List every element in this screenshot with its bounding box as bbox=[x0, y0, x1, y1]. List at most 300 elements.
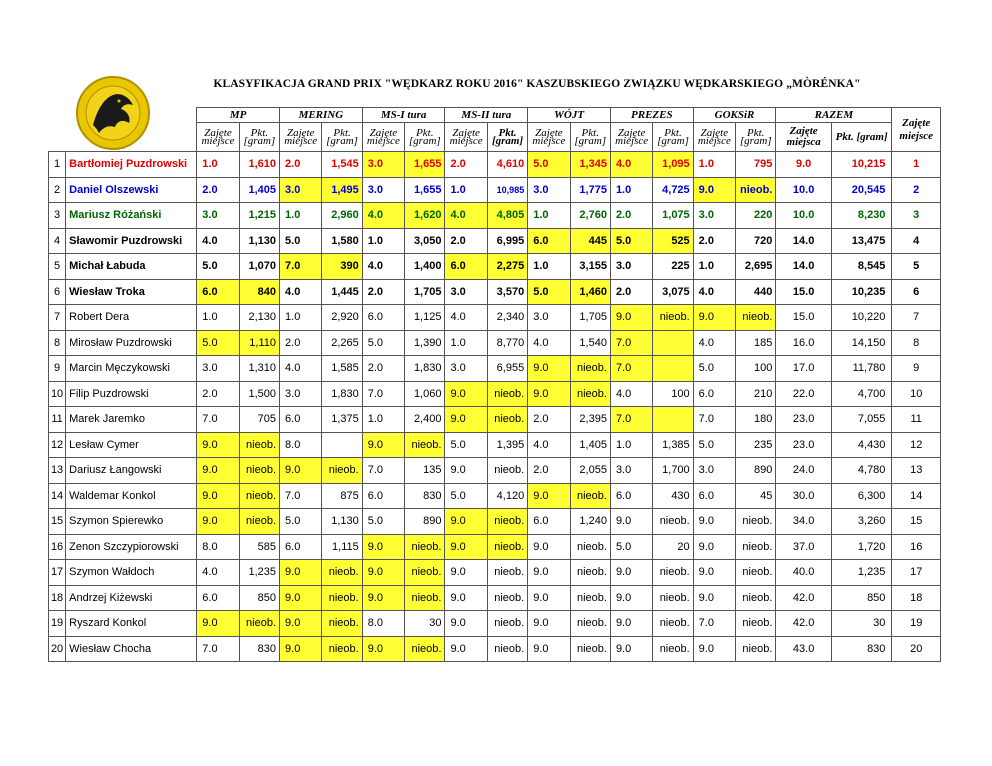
cell-points: nieob. bbox=[487, 509, 527, 535]
cell-place: 1.0 bbox=[362, 407, 404, 433]
cell-points: 720 bbox=[736, 228, 776, 254]
cell-place: 4.0 bbox=[610, 152, 652, 178]
cell-points: 2,960 bbox=[322, 203, 362, 229]
cell-place: 9.0 bbox=[610, 509, 652, 535]
cell-place: 9.0 bbox=[528, 534, 570, 560]
cell-place: 5.0 bbox=[610, 228, 652, 254]
cell-points: 1,705 bbox=[405, 279, 445, 305]
cell-points: 1,500 bbox=[239, 381, 279, 407]
header-sub-place: Zajęte miejsce bbox=[280, 123, 322, 152]
header-sub-place: Zajęte miejsce bbox=[610, 123, 652, 152]
player-name: Dariusz Łangowski bbox=[66, 458, 197, 484]
razem-points: 3,260 bbox=[831, 509, 892, 535]
razem-points: 10,215 bbox=[831, 152, 892, 178]
cell-points: 8,770 bbox=[487, 330, 527, 356]
header-sub-points: Pkt. [gram] bbox=[653, 123, 693, 152]
cell-place: 3.0 bbox=[197, 203, 239, 229]
cell-place: 6.0 bbox=[280, 407, 322, 433]
cell-points: 1,655 bbox=[405, 177, 445, 203]
cell-points: 1,110 bbox=[239, 330, 279, 356]
cell-points bbox=[653, 356, 693, 382]
row-number: 19 bbox=[49, 611, 66, 637]
cell-points: nieob. bbox=[239, 483, 279, 509]
cell-points: nieob. bbox=[736, 509, 776, 535]
cell-points: 4,120 bbox=[487, 483, 527, 509]
cell-place: 9.0 bbox=[610, 636, 652, 662]
final-place: 7 bbox=[892, 305, 941, 331]
cell-points: nieob. bbox=[239, 611, 279, 637]
cell-points: 2,400 bbox=[405, 407, 445, 433]
razem-place: 16.0 bbox=[776, 330, 831, 356]
final-place: 12 bbox=[892, 432, 941, 458]
cell-place: 6.0 bbox=[280, 534, 322, 560]
cell-points: nieob. bbox=[570, 483, 610, 509]
cell-place: 9.0 bbox=[445, 560, 487, 586]
cell-place: 3.0 bbox=[693, 458, 735, 484]
cell-place: 3.0 bbox=[280, 177, 322, 203]
table-row bbox=[49, 356, 941, 382]
cell-points: 1,495 bbox=[322, 177, 362, 203]
table-row bbox=[49, 534, 941, 560]
razem-place: 10.0 bbox=[776, 177, 831, 203]
cell-points: 1,095 bbox=[653, 152, 693, 178]
table-row bbox=[49, 330, 941, 356]
table-row bbox=[49, 279, 941, 305]
razem-place: 24.0 bbox=[776, 458, 831, 484]
cell-points: 1,235 bbox=[239, 560, 279, 586]
player-name: Wiesław Troka bbox=[66, 279, 197, 305]
cell-points: nieob. bbox=[736, 534, 776, 560]
cell-points: 1,060 bbox=[405, 381, 445, 407]
cell-place: 9.0 bbox=[445, 407, 487, 433]
cell-points: 1,610 bbox=[239, 152, 279, 178]
razem-place: 43.0 bbox=[776, 636, 831, 662]
cell-points: 225 bbox=[653, 254, 693, 280]
cell-points: 100 bbox=[736, 356, 776, 382]
cell-place: 2.0 bbox=[610, 203, 652, 229]
cell-place: 4.0 bbox=[528, 330, 570, 356]
table-row bbox=[49, 254, 941, 280]
razem-points: 8,545 bbox=[831, 254, 892, 280]
cell-place: 9.0 bbox=[693, 305, 735, 331]
row-number: 16 bbox=[49, 534, 66, 560]
table-row bbox=[49, 560, 941, 586]
player-name: Bartłomiej Puzdrowski bbox=[66, 152, 197, 178]
cell-points: 1,405 bbox=[570, 432, 610, 458]
ranking-table bbox=[48, 107, 941, 662]
cell-points: 1,310 bbox=[239, 356, 279, 382]
razem-points: 7,055 bbox=[831, 407, 892, 433]
header-group: MERING bbox=[280, 108, 363, 123]
cell-points: nieob. bbox=[239, 432, 279, 458]
player-name: Filip Puzdrowski bbox=[66, 381, 197, 407]
cell-points: 890 bbox=[405, 509, 445, 535]
cell-place: 7.0 bbox=[693, 407, 735, 433]
cell-points: nieob. bbox=[736, 636, 776, 662]
cell-place: 2.0 bbox=[362, 279, 404, 305]
razem-place: 30.0 bbox=[776, 483, 831, 509]
cell-place: 1.0 bbox=[362, 228, 404, 254]
cell-place: 5.0 bbox=[197, 254, 239, 280]
cell-place: 9.0 bbox=[528, 611, 570, 637]
cell-place: 9.0 bbox=[693, 177, 735, 203]
cell-place: 9.0 bbox=[528, 356, 570, 382]
cell-points: nieob. bbox=[405, 585, 445, 611]
cell-place: 9.0 bbox=[528, 560, 570, 586]
cell-place: 9.0 bbox=[445, 534, 487, 560]
cell-points: 4,610 bbox=[487, 152, 527, 178]
row-number: 11 bbox=[49, 407, 66, 433]
cell-points: 1,395 bbox=[487, 432, 527, 458]
cell-points: nieob. bbox=[570, 611, 610, 637]
row-number: 4 bbox=[49, 228, 66, 254]
cell-place: 2.0 bbox=[445, 228, 487, 254]
player-name: Michał Łabuda bbox=[66, 254, 197, 280]
cell-place: 9.0 bbox=[528, 636, 570, 662]
cell-points: 100 bbox=[653, 381, 693, 407]
table-row bbox=[49, 305, 941, 331]
header-group: GOKSiR bbox=[693, 108, 776, 123]
cell-points: 1,655 bbox=[405, 152, 445, 178]
player-name: Lesław Cymer bbox=[66, 432, 197, 458]
table-row bbox=[49, 177, 941, 203]
cell-points: 830 bbox=[239, 636, 279, 662]
cell-points: 2,395 bbox=[570, 407, 610, 433]
cell-place: 1.0 bbox=[445, 177, 487, 203]
cell-points: 1,075 bbox=[653, 203, 693, 229]
cell-place: 5.0 bbox=[362, 509, 404, 535]
cell-place: 9.0 bbox=[280, 636, 322, 662]
cell-points: 3,155 bbox=[570, 254, 610, 280]
final-place: 16 bbox=[892, 534, 941, 560]
razem-points: 14,150 bbox=[831, 330, 892, 356]
cell-points: 2,275 bbox=[487, 254, 527, 280]
cell-place: 7.0 bbox=[610, 407, 652, 433]
final-place: 5 bbox=[892, 254, 941, 280]
cell-place: 8.0 bbox=[280, 432, 322, 458]
header-sub-place: Zajęte miejsce bbox=[693, 123, 735, 152]
cell-place: 6.0 bbox=[693, 381, 735, 407]
table-row bbox=[49, 483, 941, 509]
table-row bbox=[49, 432, 941, 458]
cell-place: 4.0 bbox=[693, 330, 735, 356]
cell-place: 2.0 bbox=[197, 177, 239, 203]
cell-place: 9.0 bbox=[280, 560, 322, 586]
cell-place: 1.0 bbox=[610, 432, 652, 458]
cell-points: 1,405 bbox=[239, 177, 279, 203]
cell-points: 705 bbox=[239, 407, 279, 433]
header-final-place: Zajęte miejsce bbox=[892, 108, 941, 152]
cell-points: 1,070 bbox=[239, 254, 279, 280]
cell-points: nieob. bbox=[322, 560, 362, 586]
cell-place: 8.0 bbox=[362, 611, 404, 637]
cell-place: 4.0 bbox=[280, 279, 322, 305]
cell-points: 2,695 bbox=[736, 254, 776, 280]
cell-points: 1,375 bbox=[322, 407, 362, 433]
cell-place: 9.0 bbox=[197, 483, 239, 509]
cell-place: 9.0 bbox=[362, 432, 404, 458]
cell-points bbox=[653, 407, 693, 433]
cell-points: 2,055 bbox=[570, 458, 610, 484]
cell-place: 9.0 bbox=[280, 458, 322, 484]
cell-points: 3,050 bbox=[405, 228, 445, 254]
cell-points: 1,390 bbox=[405, 330, 445, 356]
cell-place: 3.0 bbox=[280, 381, 322, 407]
row-number: 3 bbox=[49, 203, 66, 229]
final-place: 20 bbox=[892, 636, 941, 662]
cell-points: 850 bbox=[239, 585, 279, 611]
razem-points: 10,235 bbox=[831, 279, 892, 305]
cell-place: 6.0 bbox=[197, 279, 239, 305]
table-row bbox=[49, 458, 941, 484]
header-sub-points: Pkt. [gram] bbox=[322, 123, 362, 152]
cell-place: 9.0 bbox=[197, 509, 239, 535]
cell-points: nieob. bbox=[487, 407, 527, 433]
row-number: 7 bbox=[49, 305, 66, 331]
razem-place: 42.0 bbox=[776, 585, 831, 611]
cell-points: 1,705 bbox=[570, 305, 610, 331]
cell-place: 2.0 bbox=[528, 458, 570, 484]
cell-points: 2,130 bbox=[239, 305, 279, 331]
cell-points: 135 bbox=[405, 458, 445, 484]
cell-place: 5.0 bbox=[197, 330, 239, 356]
row-number: 5 bbox=[49, 254, 66, 280]
cell-points bbox=[653, 330, 693, 356]
cell-points: 1,125 bbox=[405, 305, 445, 331]
final-place: 1 bbox=[892, 152, 941, 178]
row-number: 9 bbox=[49, 356, 66, 382]
cell-place: 3.0 bbox=[362, 152, 404, 178]
final-place: 10 bbox=[892, 381, 941, 407]
cell-place: 5.0 bbox=[280, 228, 322, 254]
cell-place: 9.0 bbox=[445, 611, 487, 637]
cell-points: 235 bbox=[736, 432, 776, 458]
cell-points: nieob. bbox=[653, 585, 693, 611]
cell-points: 2,760 bbox=[570, 203, 610, 229]
cell-points: 1,445 bbox=[322, 279, 362, 305]
cell-points: nieob. bbox=[487, 560, 527, 586]
razem-place: 42.0 bbox=[776, 611, 831, 637]
cell-place: 3.0 bbox=[693, 203, 735, 229]
cell-place: 3.0 bbox=[610, 458, 652, 484]
cell-place: 4.0 bbox=[445, 203, 487, 229]
cell-points: 6,955 bbox=[487, 356, 527, 382]
cell-place: 9.0 bbox=[197, 458, 239, 484]
cell-points bbox=[322, 432, 362, 458]
cell-points: 1,580 bbox=[322, 228, 362, 254]
cell-place: 5.0 bbox=[280, 509, 322, 535]
page-title: KLASYFIKACJA GRAND PRIX "WĘDKARZ ROKU 2016" KASZUBSKIEGO ZWIĄZKU WĘDKARSKIEGO „MÒRÉNKA" bbox=[213, 78, 861, 90]
cell-place: 9.0 bbox=[445, 509, 487, 535]
cell-points: nieob. bbox=[570, 356, 610, 382]
cell-place: 7.0 bbox=[280, 254, 322, 280]
header-group: WÓJT bbox=[528, 108, 611, 123]
cell-points: 20 bbox=[653, 534, 693, 560]
cell-place: 9.0 bbox=[610, 611, 652, 637]
cell-points: nieob. bbox=[736, 177, 776, 203]
cell-place: 7.0 bbox=[362, 458, 404, 484]
cell-points: nieob. bbox=[570, 585, 610, 611]
cell-points: nieob. bbox=[487, 611, 527, 637]
cell-points: 440 bbox=[736, 279, 776, 305]
player-name: Robert Dera bbox=[66, 305, 197, 331]
table-row bbox=[49, 228, 941, 254]
cell-place: 4.0 bbox=[197, 560, 239, 586]
cell-place: 5.0 bbox=[362, 330, 404, 356]
cell-points: 4,725 bbox=[653, 177, 693, 203]
cell-points: 1,545 bbox=[322, 152, 362, 178]
cell-place: 1.0 bbox=[528, 203, 570, 229]
player-name: Marek Jaremko bbox=[66, 407, 197, 433]
final-place: 18 bbox=[892, 585, 941, 611]
table-row bbox=[49, 381, 941, 407]
cell-points: nieob. bbox=[322, 611, 362, 637]
player-name: Waldemar Konkol bbox=[66, 483, 197, 509]
razem-place: 15.0 bbox=[776, 305, 831, 331]
header-group: MS-II tura bbox=[445, 108, 528, 123]
header-sub-place: Zajęte miejsce bbox=[362, 123, 404, 152]
cell-points: nieob. bbox=[487, 458, 527, 484]
cell-place: 7.0 bbox=[610, 330, 652, 356]
cell-place: 9.0 bbox=[528, 483, 570, 509]
razem-points: 30 bbox=[831, 611, 892, 637]
cell-place: 9.0 bbox=[445, 458, 487, 484]
cell-points: 185 bbox=[736, 330, 776, 356]
cell-points: 1,385 bbox=[653, 432, 693, 458]
cell-place: 5.0 bbox=[445, 432, 487, 458]
cell-place: 5.0 bbox=[445, 483, 487, 509]
razem-points: 1,720 bbox=[831, 534, 892, 560]
header-sub-place: Zajęte miejsce bbox=[528, 123, 570, 152]
row-number: 14 bbox=[49, 483, 66, 509]
cell-place: 1.0 bbox=[693, 254, 735, 280]
cell-points: 180 bbox=[736, 407, 776, 433]
razem-points: 4,430 bbox=[831, 432, 892, 458]
cell-points: nieob. bbox=[322, 636, 362, 662]
row-number: 2 bbox=[49, 177, 66, 203]
cell-points: nieob. bbox=[653, 611, 693, 637]
cell-points: nieob. bbox=[736, 305, 776, 331]
cell-points: nieob. bbox=[239, 458, 279, 484]
row-number: 8 bbox=[49, 330, 66, 356]
razem-place: 14.0 bbox=[776, 254, 831, 280]
razem-place: 34.0 bbox=[776, 509, 831, 535]
header-sub-place: Zajęte miejsce bbox=[445, 123, 487, 152]
cell-points: 1,130 bbox=[239, 228, 279, 254]
razem-points: 20,545 bbox=[831, 177, 892, 203]
cell-place: 9.0 bbox=[362, 585, 404, 611]
razem-place: 40.0 bbox=[776, 560, 831, 586]
cell-place: 1.0 bbox=[280, 203, 322, 229]
final-place: 9 bbox=[892, 356, 941, 382]
cell-points: 1,460 bbox=[570, 279, 610, 305]
header-sub-points: Pkt. [gram] bbox=[736, 123, 776, 152]
cell-place: 6.0 bbox=[362, 483, 404, 509]
cell-points: 1,585 bbox=[322, 356, 362, 382]
header-razem-points: Pkt. [gram] bbox=[831, 123, 892, 152]
cell-place: 4.0 bbox=[610, 381, 652, 407]
cell-points: 890 bbox=[736, 458, 776, 484]
table-row bbox=[49, 611, 941, 637]
cell-place: 9.0 bbox=[610, 585, 652, 611]
cell-points: nieob. bbox=[653, 305, 693, 331]
header-sub-points: Pkt. [gram] bbox=[239, 123, 279, 152]
player-name: Sławomir Puzdrowski bbox=[66, 228, 197, 254]
cell-points: nieob. bbox=[653, 509, 693, 535]
cell-place: 5.0 bbox=[528, 152, 570, 178]
cell-place: 5.0 bbox=[528, 279, 570, 305]
cell-points: nieob. bbox=[736, 560, 776, 586]
cell-place: 9.0 bbox=[197, 611, 239, 637]
cell-place: 2.0 bbox=[528, 407, 570, 433]
razem-place: 37.0 bbox=[776, 534, 831, 560]
row-number: 20 bbox=[49, 636, 66, 662]
header-sub-points: Pkt. [gram] bbox=[570, 123, 610, 152]
cell-place: 1.0 bbox=[445, 330, 487, 356]
cell-points: 4,805 bbox=[487, 203, 527, 229]
cell-points: nieob. bbox=[487, 534, 527, 560]
cell-place: 5.0 bbox=[693, 432, 735, 458]
cell-points: 1,700 bbox=[653, 458, 693, 484]
header-sub-place: Zajęte miejsce bbox=[197, 123, 239, 152]
cell-place: 9.0 bbox=[445, 381, 487, 407]
cell-points: 585 bbox=[239, 534, 279, 560]
cell-place: 5.0 bbox=[693, 356, 735, 382]
cell-place: 6.0 bbox=[610, 483, 652, 509]
table-row bbox=[49, 407, 941, 433]
razem-points: 830 bbox=[831, 636, 892, 662]
cell-place: 2.0 bbox=[693, 228, 735, 254]
cell-place: 3.0 bbox=[445, 356, 487, 382]
cell-place: 3.0 bbox=[528, 177, 570, 203]
cell-points: 220 bbox=[736, 203, 776, 229]
cell-place: 3.0 bbox=[528, 305, 570, 331]
header-group: MS-I tura bbox=[362, 108, 445, 123]
razem-place: 23.0 bbox=[776, 407, 831, 433]
cell-place: 9.0 bbox=[693, 585, 735, 611]
cell-place: 9.0 bbox=[693, 534, 735, 560]
cell-place: 4.0 bbox=[362, 254, 404, 280]
cell-points: 6,995 bbox=[487, 228, 527, 254]
razem-points: 13,475 bbox=[831, 228, 892, 254]
final-place: 3 bbox=[892, 203, 941, 229]
table-row bbox=[49, 509, 941, 535]
player-name: Szymon Wałdoch bbox=[66, 560, 197, 586]
row-number: 15 bbox=[49, 509, 66, 535]
cell-points: nieob. bbox=[405, 560, 445, 586]
header-corner bbox=[49, 108, 197, 152]
player-name: Mariusz Różański bbox=[66, 203, 197, 229]
cell-place: 9.0 bbox=[362, 534, 404, 560]
razem-points: 4,780 bbox=[831, 458, 892, 484]
player-name: Marcin Męczykowski bbox=[66, 356, 197, 382]
header-razem-place: Zajęte miejsca bbox=[776, 123, 831, 152]
final-place: 6 bbox=[892, 279, 941, 305]
player-name: Daniel Olszewski bbox=[66, 177, 197, 203]
cell-points: nieob. bbox=[487, 381, 527, 407]
cell-place: 1.0 bbox=[528, 254, 570, 280]
cell-place: 6.0 bbox=[528, 228, 570, 254]
cell-place: 3.0 bbox=[197, 356, 239, 382]
cell-points: 2,920 bbox=[322, 305, 362, 331]
cell-points: 1,620 bbox=[405, 203, 445, 229]
table-row bbox=[49, 636, 941, 662]
cell-points: 1,130 bbox=[322, 509, 362, 535]
razem-place: 14.0 bbox=[776, 228, 831, 254]
cell-place: 7.0 bbox=[693, 611, 735, 637]
cell-place: 4.0 bbox=[445, 305, 487, 331]
cell-points: 430 bbox=[653, 483, 693, 509]
